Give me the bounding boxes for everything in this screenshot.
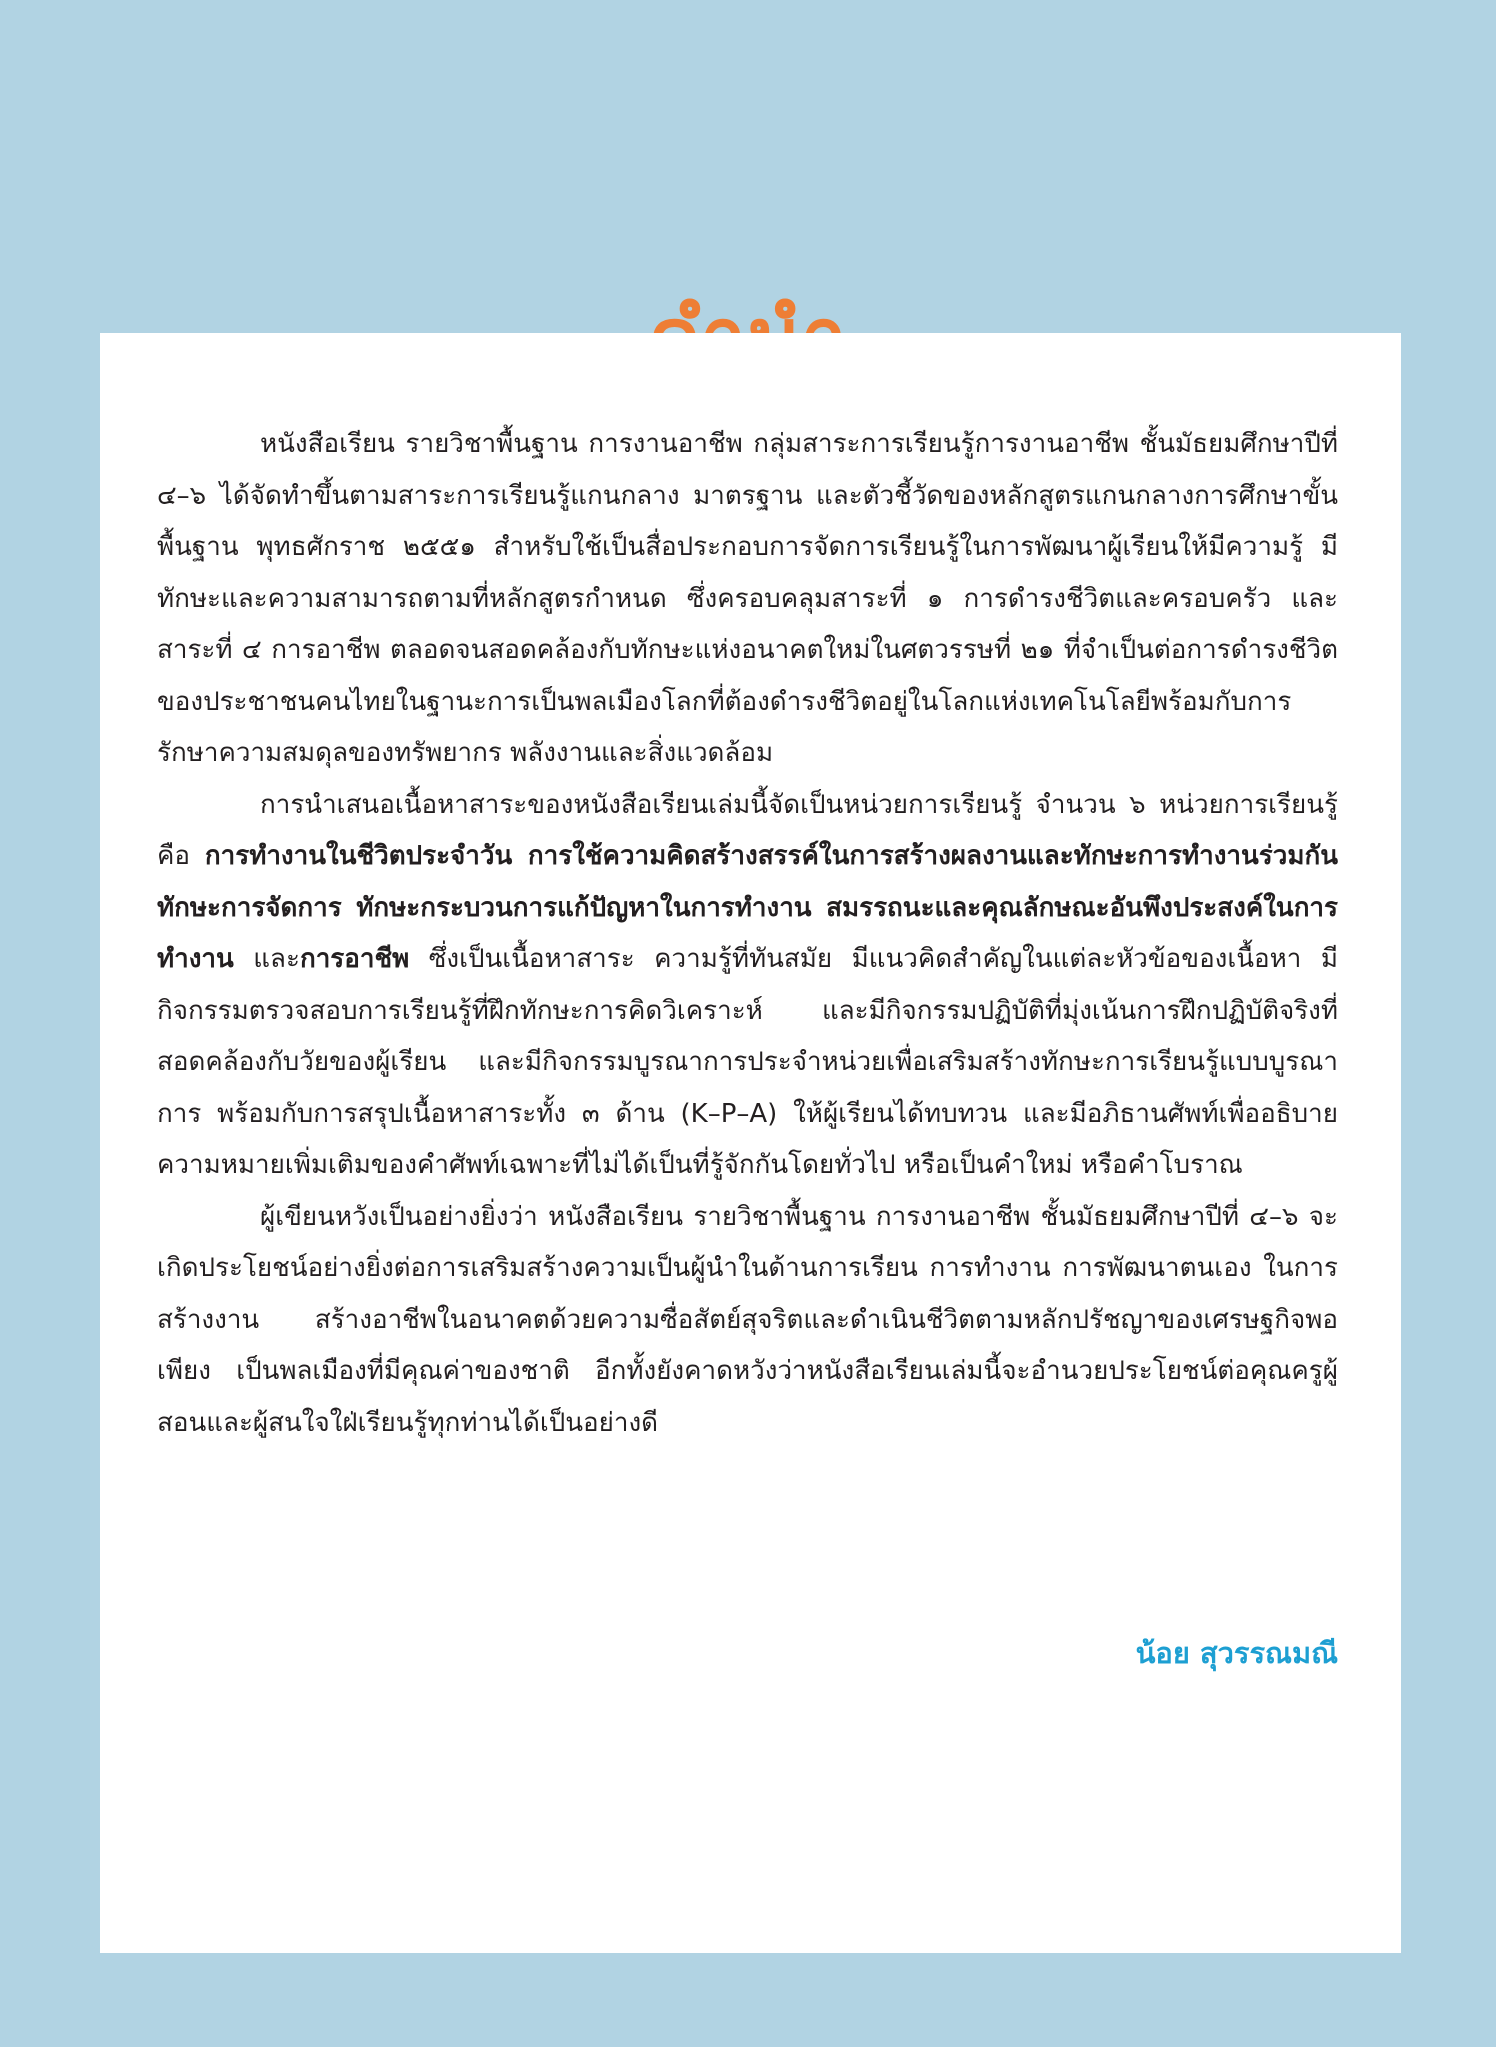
- paragraph-content-details: ซึ่งเป็นเนื้อหาสาระ ความรู้ที่ทันสมัย มีแนวคิดสำคัญในแต่ละหัวข้อของเนื้อหา มีกิจกรรมตรวจสอบการเรียนรู้ที่ฝึกทักษะการคิดวิเคราะห์ และมีกิจกรรมปฏิบัติที่มุ่งเน้นการฝึกปฏิบัติจริงที่สอดคล้องกับวัยของผู้เรียน และมีกิจกรรมบูรณาการประจำหน่วยเพื่อเสริมสร้างทักษะการเรียนรู้แบบบูรณาการ พร้อมกับการสรุปเนื้อหาสาระทั้ง ๓ ด้าน (K–P–A) ให้ผู้เรียนได้ทบทวน และมีอภิธานศัพท์เพื่ออธิบายความหมายเพิ่มเติมของคำศัพท์เฉพาะที่ไม่ได้เป็นที่รู้จักกันโดยทั่วไป หรือเป็นคำใหม่ หรือคำโบราณ: [157, 944, 1339, 1180]
- paragraph-content-lead: การนำเสนอเนื้อหาสาระของหนังสือเรียนเล่มนี้จัดเป็นหน่วยการเรียนรู้ จำนวน ๖ หน่วยการเรียนรู้ คือ: [157, 789, 1338, 871]
- paragraph-intro: หนังสือเรียน รายวิชาพื้นฐาน การงานอาชีพ กลุ่มสาระการเรียนรู้การงานอาชีพ ชั้นมัธยมศึกษาปีที่ ๔–๖ ได้จัดทำขึ้นตามสาระการเรียนรู้แกนกลาง มาตรฐาน และตัวชี้วัดของหลักสูตรแกนกลางการศึกษาขั้นพื้นฐาน พุทธศักราช ๒๕๕๑ สำหรับใช้เป็นสื่อประกอบการจัดการเรียนรู้ในการพัฒนาผู้เรียนให้มีความรู้ มีทักษะและความสามารถตามที่หลักสูตรกำหนด ซึ่งครอบคลุมสาระที่ ๑ การดำรงชีวิตและครอบครัว และสาระที่ ๔ การอาชีพ ตลอดจนสอดคล้องกับทักษะแห่งอนาคตใหม่ในศตวรรษที่ ๒๑ ที่จำเป็นต่อการดำรงชีวิตของประชาชนคนไทยในฐานะการเป็นพลเมืองโลกที่ต้องดำรงชีวิตอยู่ในโลกแห่งเทคโนโลยีพร้อมกับการรักษาความสมดุลของทรัพยากร พลังงานและสิ่งแวดล้อม: [157, 429, 1338, 768]
- paragraph-content-overview: [157, 780, 1338, 1192]
- preface-body: [157, 419, 1338, 1449]
- paragraph-closing: ผู้เขียนหวังเป็นอย่างยิ่งว่า หนังสือเรียน รายวิชาพื้นฐาน การงานอาชีพ ชั้นมัธยมศึกษาปีที่ ๔–๖ จะเกิดประโยชน์อย่างยิ่งต่อการเสริมสร้างความเป็นผู้นำในด้านการเรียน การทำงาน การพัฒนาตนเอง ในการสร้างงาน สร้างอาชีพในอนาคตด้วยความซื่อสัตย์สุจริตและดำเนินชีวิตตามหลักปรัชญาของเศรษฐกิจพอเพียง เป็นพลเมืองที่มีคุณค่าของชาติ อีกทั้งยังคาดหวังว่าหนังสือเรียนเล่มนี้จะอำนวยประโยชน์ต่อคุณครูผู้สอนและผู้สนใจใฝ่เรียนรู้ทุกท่านได้เป็นอย่างดี: [157, 1201, 1338, 1438]
- content-panel: [100, 333, 1401, 1953]
- learning-units-list: การทำงานในชีวิตประจำวัน การใช้ความคิดสร้างสรรค์ในการสร้างผลงานและทักษะการทำงานร่วมกัน ทักษะการจัดการ ทักษะกระบวนการแก้ปัญหาในการทำงาน สมรรถนะและคุณลักษณะอันพึงประสงค์ในการทำงาน: [157, 841, 1338, 974]
- paragraph-connector: และ: [233, 944, 300, 974]
- learning-unit-career: การอาชีพ: [299, 944, 410, 974]
- author-signature: น้อย สุวรรณมณี: [1135, 1636, 1338, 1670]
